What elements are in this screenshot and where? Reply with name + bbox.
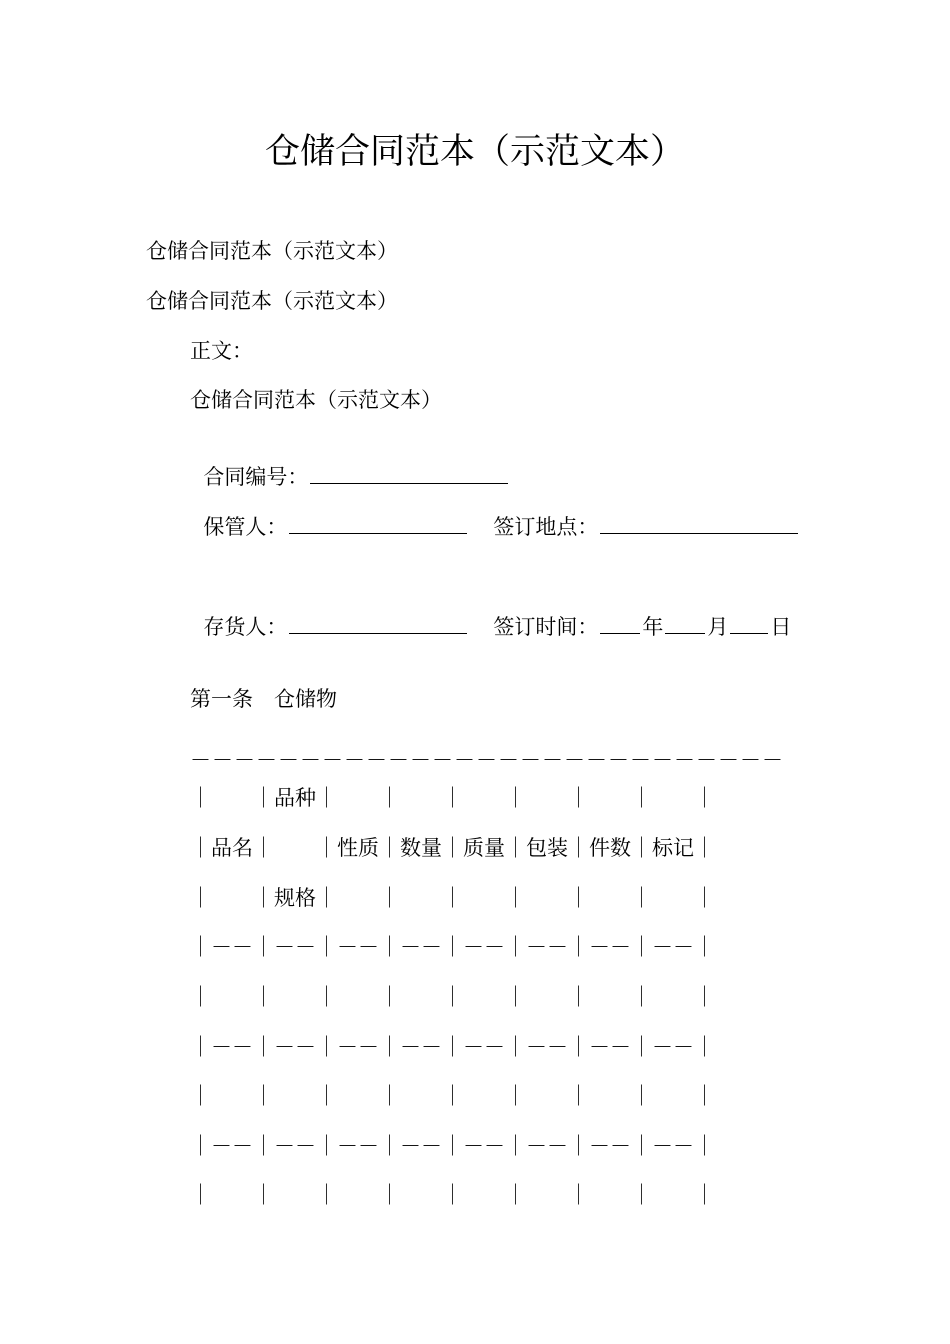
table-separator-1: ｜－－｜－－｜－－｜－－｜－－｜－－｜－－｜－－｜ xyxy=(190,935,715,959)
table-empty-row-3: ｜ ｜ ｜ ｜ ｜ ｜ ｜ ｜ ｜ xyxy=(190,1183,715,1207)
article-1-heading: 第一条 仓储物 xyxy=(190,687,337,711)
depositor-blank[interactable] xyxy=(289,613,467,634)
table-empty-row-2: ｜ ｜ ｜ ｜ ｜ ｜ ｜ ｜ ｜ xyxy=(190,1084,715,1108)
sign-place-row xyxy=(480,487,800,540)
sign-time-label: 签订时间： xyxy=(493,615,599,639)
depositor-row xyxy=(190,587,469,640)
table-row-2: ｜品名｜ ｜性质｜数量｜质量｜包装｜件数｜标记｜ xyxy=(190,836,715,860)
sign-time-row xyxy=(480,587,791,640)
custodian-row xyxy=(190,487,469,540)
body-label: 正文： xyxy=(190,339,253,363)
table-row-1: ｜ ｜品种｜ ｜ ｜ ｜ ｜ ｜ ｜ xyxy=(190,786,715,810)
inner-title: 仓储合同范本（示范文本） xyxy=(190,388,442,412)
day-label: 日 xyxy=(770,615,792,639)
sign-place-blank[interactable] xyxy=(600,513,798,534)
depositor-label: 存货人： xyxy=(203,615,288,639)
year-label: 年 xyxy=(642,615,664,639)
custodian-blank[interactable] xyxy=(289,513,467,534)
table-row-3: ｜ ｜规格｜ ｜ ｜ ｜ ｜ ｜ ｜ xyxy=(190,886,715,910)
contract-number-row xyxy=(190,437,510,490)
contract-number-blank[interactable] xyxy=(310,463,508,484)
custodian-label: 保管人： xyxy=(203,515,288,539)
table-separator-2: ｜－－｜－－｜－－｜－－｜－－｜－－｜－－｜－－｜ xyxy=(190,1035,715,1059)
table-empty-row-1: ｜ ｜ ｜ ｜ ｜ ｜ ｜ ｜ ｜ xyxy=(190,985,715,1009)
month-label: 月 xyxy=(707,615,729,639)
month-blank[interactable] xyxy=(665,613,705,634)
document-title: 仓储合同范本（示范文本） xyxy=(264,132,685,172)
heading-line-2: 仓储合同范本（示范文本） xyxy=(146,289,398,313)
table-top-rule: －－－－－－－－－－－－－－－－－－－－－－－－－－－ xyxy=(190,748,784,772)
heading-line-1: 仓储合同范本（示范文本） xyxy=(146,239,398,263)
table-separator-3: ｜－－｜－－｜－－｜－－｜－－｜－－｜－－｜－－｜ xyxy=(190,1134,715,1158)
sign-place-label: 签订地点： xyxy=(493,515,599,539)
contract-number-label: 合同编号： xyxy=(203,465,309,489)
year-blank[interactable] xyxy=(600,613,640,634)
day-blank[interactable] xyxy=(730,613,768,634)
